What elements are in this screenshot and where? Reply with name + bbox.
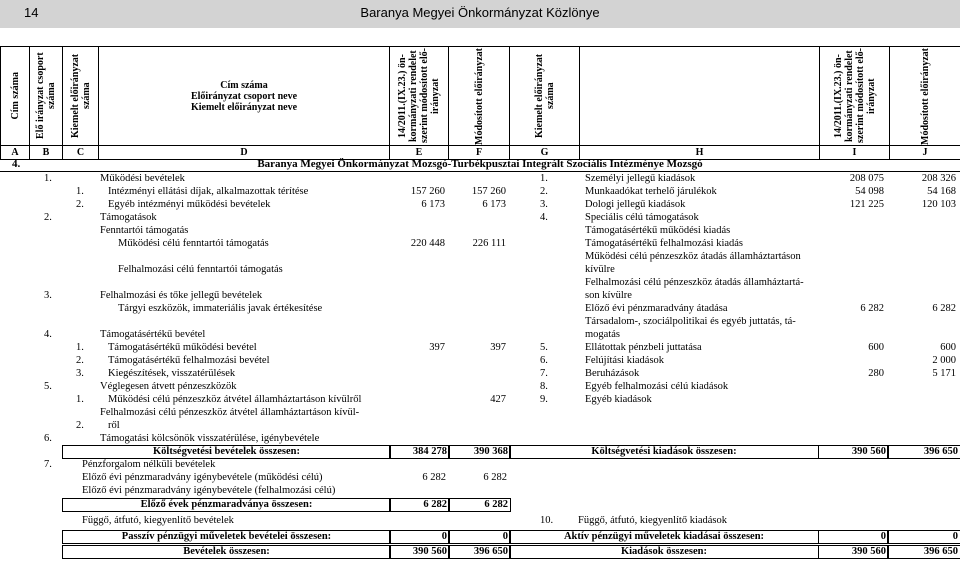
letter-j: J <box>890 146 960 160</box>
right-row-value-j: 120 103 <box>921 199 956 210</box>
left-row-subnum: 1. <box>76 186 84 197</box>
header-rendelet-right: 14/2011.(IX.23.) ön-kormányzati rendelet szerint módosított elő-irányzat <box>820 47 890 146</box>
left-row-label: Támogatásértékű bevétel <box>100 329 206 340</box>
right-row-value-i: 600 <box>868 342 884 353</box>
passziv-label: Passzív pénzügyi műveletek bevételei összesen: <box>62 530 391 544</box>
left-row-value-e: 157 260 <box>410 186 445 197</box>
left-row-num: 2. <box>44 212 52 223</box>
right-row-num: 2. <box>540 186 548 197</box>
header-modositott-right: Módosított előirányzat <box>890 47 960 146</box>
header-cim-szama: Cím száma <box>1 47 30 146</box>
left-row-num: 4. <box>44 329 52 340</box>
maradvany-osszesen-f: 6 282 <box>448 498 511 512</box>
left-row-label: Támogatási kölcsönök visszatérülése, igénybevétele <box>100 433 320 444</box>
right-row-label: Felújítási kiadások <box>585 355 665 366</box>
right-row-value-i: 54 098 <box>855 186 884 197</box>
kiadasok-osszesen-i: 390 560 <box>818 545 889 559</box>
right-row-label: kívülre <box>585 264 615 275</box>
letter-g: G <box>510 146 580 160</box>
page-header-bar <box>0 0 960 28</box>
left-row-subnum: 2. <box>76 199 84 210</box>
left-row-label: Véglegesen átvett pénzeszközök <box>100 381 237 392</box>
page-number: 14 <box>24 5 39 20</box>
left-row-num: 6. <box>44 433 52 444</box>
section-title <box>0 158 960 172</box>
right-row-num: 8. <box>540 381 548 392</box>
right-row-label: Dologi jellegű kiadások <box>585 199 686 210</box>
header-blank-right <box>580 47 820 146</box>
left-row-num: 1. <box>44 173 52 184</box>
left-row-label: Intézményi ellátási díjak, alkalmazottak térítése <box>108 186 309 197</box>
maradvany-mukodesi-e: 6 282 <box>422 472 446 483</box>
letter-a: A <box>1 146 30 160</box>
right-row-label: Egyéb kiadások <box>585 394 652 405</box>
section-number: 4. <box>12 158 21 170</box>
header-eloiranyzat-csoport: Elő irányzat csoport száma <box>30 47 63 146</box>
left-row-label: Felhalmozási és tőke jellegű bevételek <box>100 290 263 301</box>
left-row-value-f: 157 260 <box>471 186 506 197</box>
right-row-label: Ellátottak pénzbeli juttatása <box>585 342 702 353</box>
bevetelek-osszesen-e: 390 560 <box>389 545 450 559</box>
left-row-num: 3. <box>44 290 52 301</box>
right-row-num: 6. <box>540 355 548 366</box>
right-row-num: 1. <box>540 173 548 184</box>
left-row-subnum: 2. <box>76 420 84 431</box>
right-row-num: 4. <box>540 212 548 223</box>
right-row-label: Támogatásértékű felhalmozási kiadás <box>585 238 744 249</box>
right-row-value-j: 2 000 <box>932 355 956 366</box>
aktiv-label: Aktív pénzügyi műveletek kiadásai összesen: <box>509 530 819 544</box>
right-row-label: Munkaadókat terhelő járulékok <box>585 186 717 197</box>
left-row-label: Működési célú fenntartói támogatás <box>118 238 269 249</box>
penzforgalom-label: Pénzforgalom nélküli bevételek <box>82 459 216 470</box>
row-num-10: 10. <box>540 515 554 526</box>
right-row-label: son kívülre <box>585 290 632 301</box>
maradvany-osszesen-label: Előző évek pénzmaradványa összesen: <box>62 498 391 512</box>
left-row-label: Támogatások <box>100 212 157 223</box>
left-row-label: Tárgyi eszközök, immateriális javak értékesítése <box>118 303 323 314</box>
right-row-value-j: 5 171 <box>932 368 956 379</box>
left-row-label: ről <box>108 420 120 431</box>
right-total-label: Költségvetési kiadások összesen: <box>509 445 819 459</box>
left-row-label: Működési bevételek <box>100 173 185 184</box>
passziv-e: 0 <box>389 530 450 544</box>
right-row-label: Személyi jellegű kiadások <box>585 173 696 184</box>
right-row-label: Előző évi pénzmaradvány átadása <box>585 303 728 314</box>
right-row-value-j: 600 <box>940 342 956 353</box>
right-row-num: 7. <box>540 368 548 379</box>
letter-i: I <box>820 146 890 160</box>
section-name: Baranya Megyei Önkormányzat Mozsgó-Turbékpusztai Integrált Szociális Intézménye Mozsgó <box>257 158 703 170</box>
maradvany-osszesen-e: 6 282 <box>389 498 450 512</box>
left-row-value-f: 427 <box>490 394 506 405</box>
left-row-value-f: 226 111 <box>472 238 506 249</box>
right-row-value-i: 121 225 <box>849 199 884 210</box>
left-row-value-f: 6 173 <box>482 199 506 210</box>
header-names: Cím száma Előirányzat csoport neve Kiemelt előirányzat neve <box>99 47 390 146</box>
letter-b: B <box>30 146 63 160</box>
letter-f: F <box>449 146 510 160</box>
letter-h: H <box>580 146 820 160</box>
left-row-value-e: 6 173 <box>421 199 445 210</box>
left-row-value-f: 397 <box>490 342 506 353</box>
right-row-value-i: 6 282 <box>860 303 884 314</box>
left-row-label: Egyéb intézményi működési bevételek <box>108 199 271 210</box>
bevetelek-osszesen-label: Bevételek összesen: <box>62 545 391 559</box>
left-total-f: 390 368 <box>448 445 511 459</box>
left-row-value-e: 220 448 <box>410 238 445 249</box>
right-row-value-i: 280 <box>868 368 884 379</box>
right-total-j: 396 650 <box>887 445 960 459</box>
column-header-table <box>0 46 960 160</box>
left-row-subnum: 2. <box>76 355 84 366</box>
right-row-label: Felhalmozási célú pénzeszköz átadás államháztartá- <box>585 277 804 288</box>
left-row-subnum: 1. <box>76 342 84 353</box>
left-row-subnum: 3. <box>76 368 84 379</box>
right-row-value-j: 208 326 <box>921 173 956 184</box>
publication-title: Baranya Megyei Önkormányzat Közlönye <box>360 5 600 20</box>
right-row-num: 3. <box>540 199 548 210</box>
right-total-i: 390 560 <box>818 445 889 459</box>
fuggo-bevetelek-label: Függő, átfutó, kiegyenlítő bevételek <box>82 515 234 526</box>
header-modositott-left: Módosított előirányzat <box>449 47 510 146</box>
bevetelek-osszesen-f: 396 650 <box>448 545 511 559</box>
kiadasok-osszesen-j: 396 650 <box>887 545 960 559</box>
left-total-label: Költségvetési bevételek összesen: <box>62 445 391 459</box>
left-row-subnum: 1. <box>76 394 84 405</box>
right-row-value-j: 54 168 <box>927 186 956 197</box>
right-row-num: 5. <box>540 342 548 353</box>
header-kiemelt-szama-right: Kiemelt előirányzat száma <box>510 47 580 146</box>
right-row-label: Társadalom-, szociálpolitikai és egyéb juttatás, tá- <box>585 316 796 327</box>
header-rendelet-left: 14/2011.(IX.23.) ön-kormányzati rendelet szerint módosított elő-irányzat <box>390 47 449 146</box>
letter-d: D <box>99 146 390 160</box>
left-row-label: Fenntartói támogatás <box>100 225 189 236</box>
left-row-label: Működési célú pénzeszköz átvétel államháztartáson kívülről <box>108 394 362 405</box>
right-row-value-i: 208 075 <box>849 173 884 184</box>
right-row-value-j: 6 282 <box>932 303 956 314</box>
maradvany-mukodesi-label: Előző évi pénzmaradvány igénybevétele (működési célú) <box>82 472 323 483</box>
left-row-label: Támogatásértékű működési bevétel <box>108 342 257 353</box>
left-row-value-e: 397 <box>429 342 445 353</box>
left-row-label: Felhalmozási célú fenntartói támogatás <box>118 264 283 275</box>
row-num-7: 7. <box>44 459 52 470</box>
right-row-label: Működési célú pénzeszköz átadás államháztartáson <box>585 251 801 262</box>
aktiv-j: 0 <box>887 530 960 544</box>
left-row-label: Kiegészítések, visszatérülések <box>108 368 236 379</box>
letter-e: E <box>390 146 449 160</box>
kiadasok-osszesen-label: Kiadások összesen: <box>509 545 819 559</box>
aktiv-i: 0 <box>818 530 889 544</box>
letter-c: C <box>63 146 99 160</box>
left-total-e: 384 278 <box>389 445 450 459</box>
left-row-label: Felhalmozási célú pénzeszköz átvétel államháztartáson kívül- <box>100 407 360 418</box>
left-row-label: Támogatásértékű felhalmozási bevétel <box>108 355 270 366</box>
right-row-label: Támogatásértékű működési kiadás <box>585 225 731 236</box>
header-kiemelt-szama-left: Kiemelt előirányzat száma <box>63 47 99 146</box>
maradvany-felhalmozasi-label: Előző évi pénzmaradvány igénybevétele (felhalmozási célú) <box>82 485 336 496</box>
left-row-num: 5. <box>44 381 52 392</box>
right-row-label: Beruházások <box>585 368 640 379</box>
fuggo-kiadasok-label: Függő, átfutó, kiegyenlítő kiadások <box>578 515 728 526</box>
maradvany-mukodesi-f: 6 282 <box>483 472 507 483</box>
right-row-num: 9. <box>540 394 548 405</box>
passziv-f: 0 <box>448 530 511 544</box>
right-row-label: Egyéb felhalmozási célú kiadások <box>585 381 729 392</box>
right-row-label: mogatás <box>585 329 620 340</box>
right-row-label: Speciális célú támogatások <box>585 212 699 223</box>
